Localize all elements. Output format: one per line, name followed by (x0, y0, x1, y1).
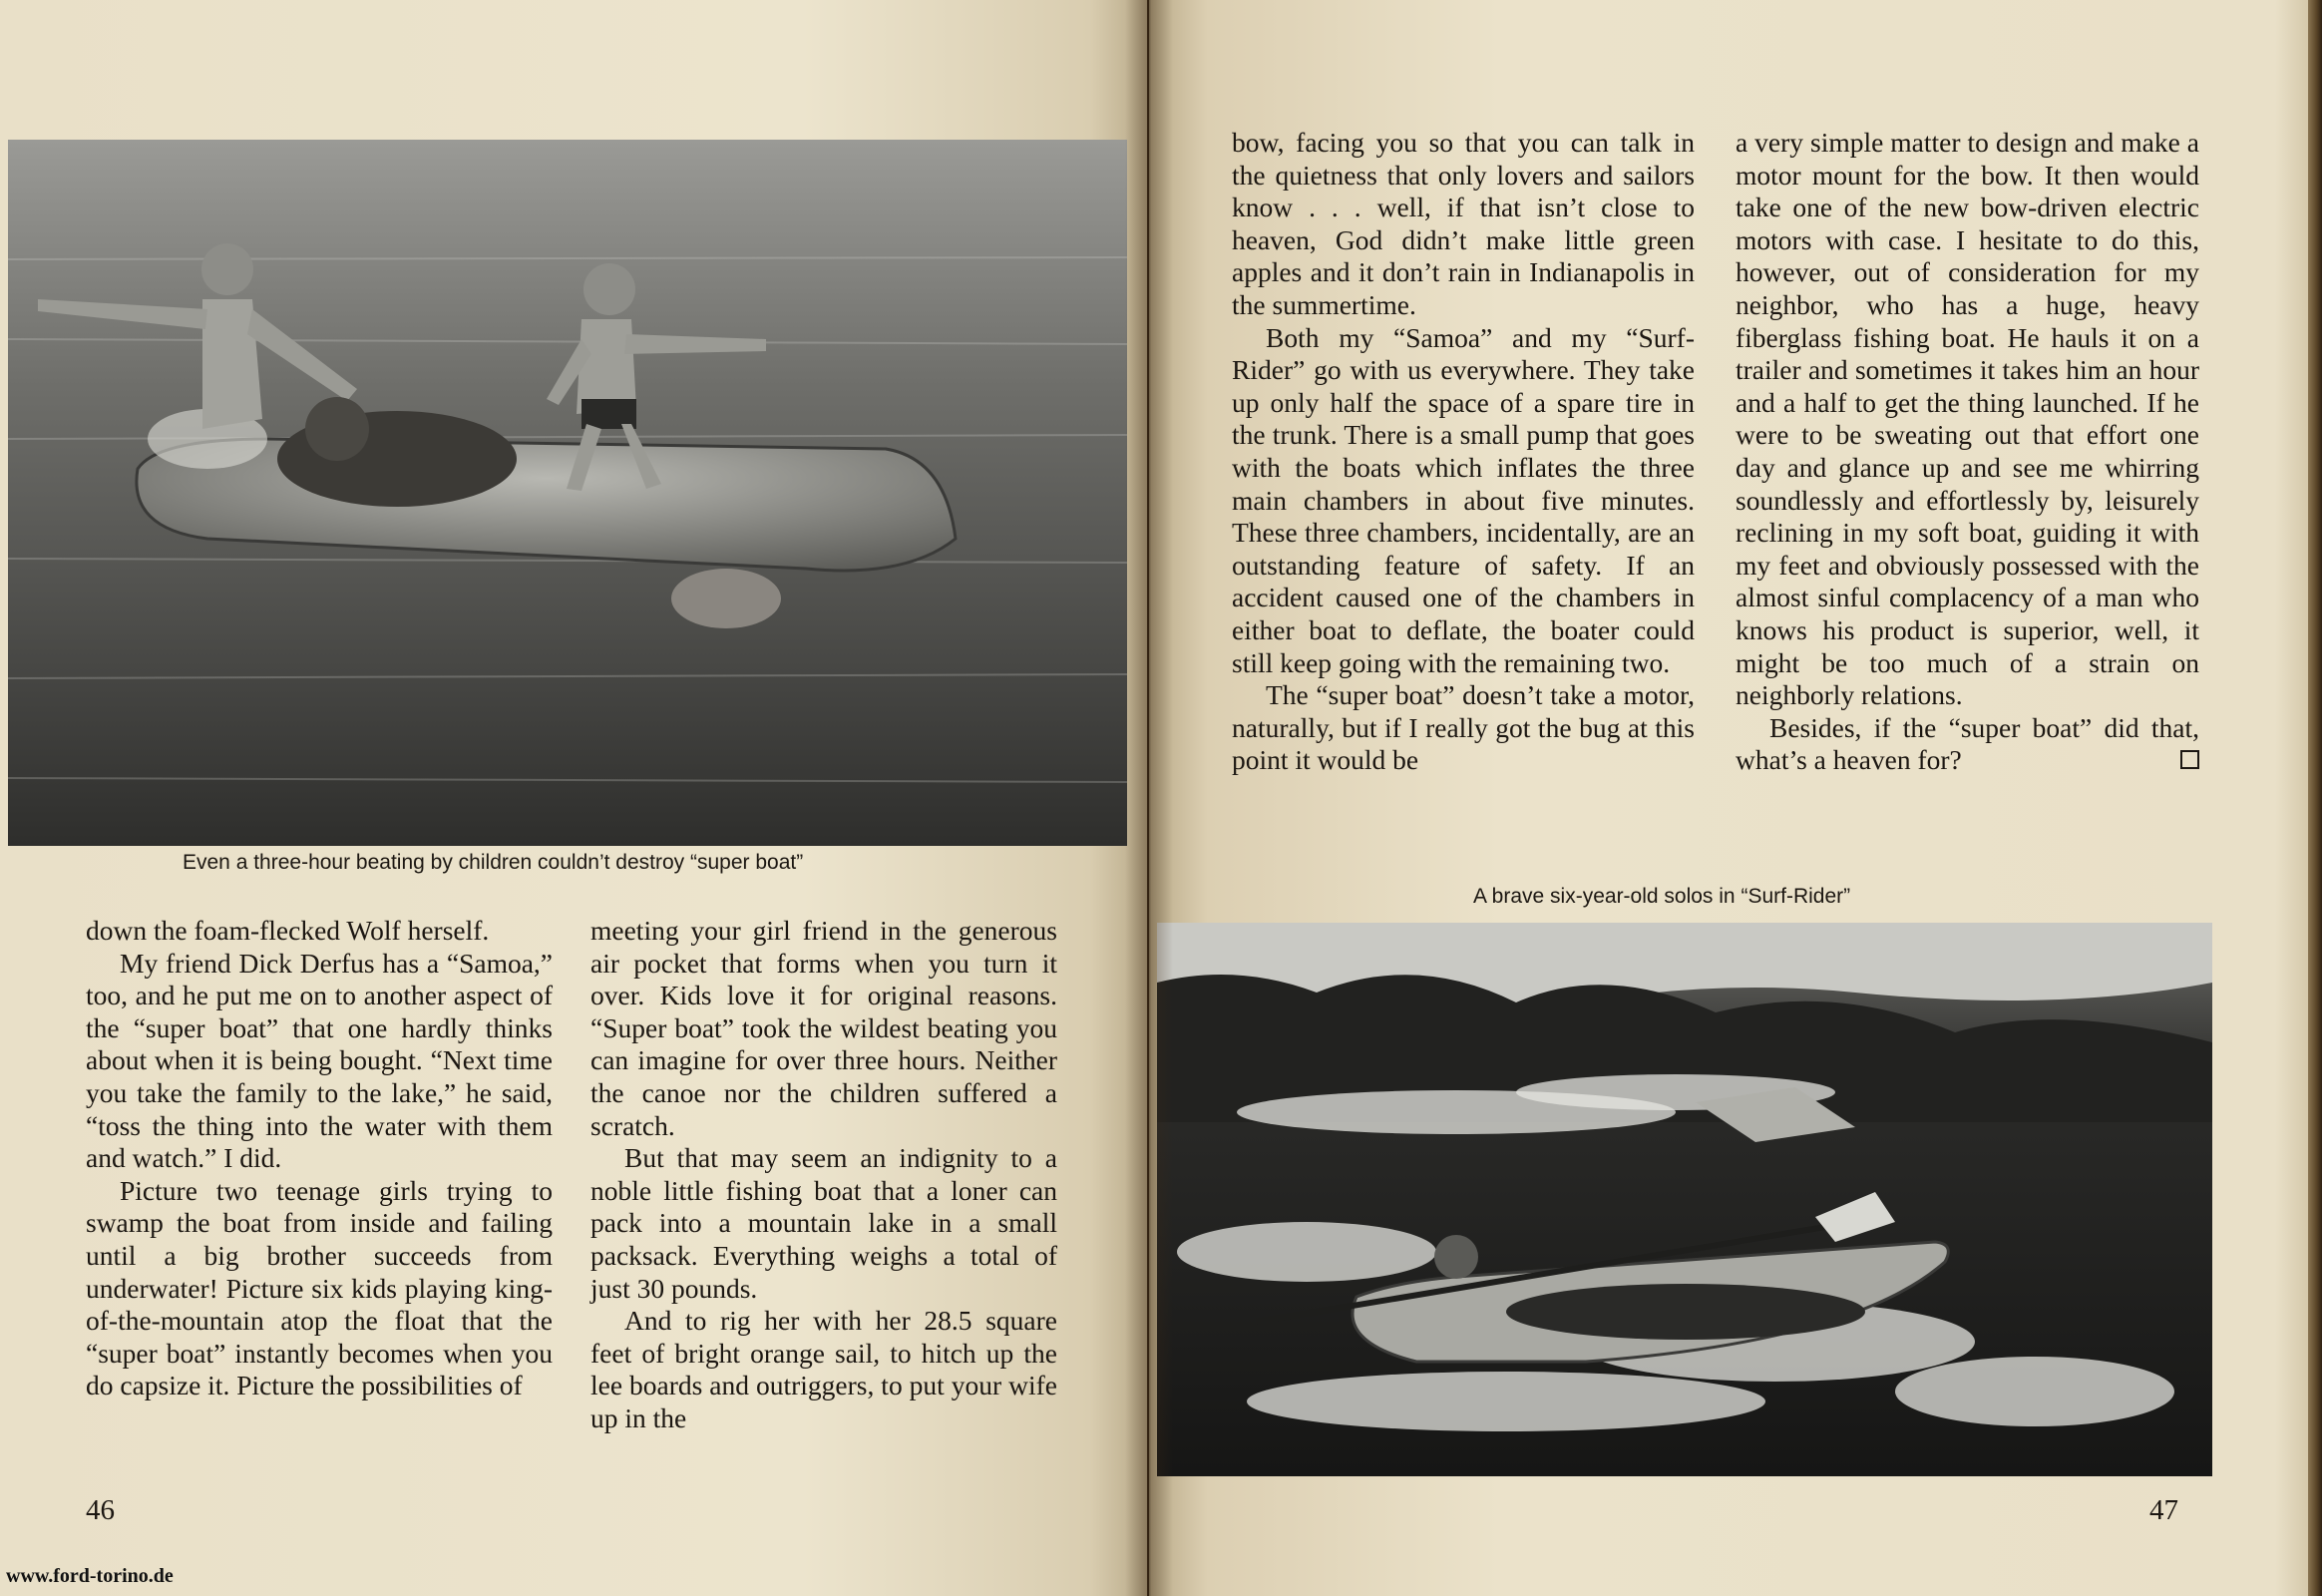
closing-sentence: Besides, if the “super boat” did that, what’s a heaven for? (1736, 711, 2199, 776)
cover-edge (2308, 0, 2322, 1596)
end-of-article-mark (2180, 750, 2199, 769)
photo-caption: Even a three-hour beating by children couldn’t destroy “super boat” (183, 851, 804, 874)
paragraph: bow, facing you so that you can talk in the quietness that only lovers and sailors know . . . well, if that isn’t close to heaven, God didn’t make little green apples and it don’t rain in Indianapolis in the summertime. (1232, 127, 1695, 320)
book-spine-shadow (1125, 0, 1173, 1596)
page-number: 47 (2149, 1494, 2178, 1526)
paragraph: Picture two teenage girls trying to swamp the boat from inside and failing until a big brother succeeds from underwater! Picture six kids playing king-of-the-mountain atop the float that the “super boat” instantly becomes when you do capsize it. Picture the possibilities of (86, 1174, 553, 1401)
paragraph: a very simple matter to design and make a motor mount for the bow. It then would take one of the new bow-driven electric motors with case. I hesitate to do this, however, out of consideration for my neighbor, who has a huge, heavy fiberglass fishing boat. He hauls it on a trailer and sometimes it takes him an hour and a half to get the thing launched. If he were to be sweating out that effort one day and glance up and see me whirring soundlessly and effortlessly by, leisurely reclining in my soft boat, guiding it with my feet and obviously possessed with the almost sinful complacency of a man who knows his product is superior, well, it might be too much of a strain on neighborly relations. (1736, 127, 2199, 711)
paragraph: And to rig her with her 28.5 square feet of bright orange sail, to hitch up the lee boards and outriggers, to put your wife up in the (590, 1305, 1057, 1433)
left-page (0, 0, 1147, 1596)
photo-children-on-boat (8, 140, 1127, 846)
paragraph (1736, 712, 2199, 777)
right-page (1149, 0, 2322, 1596)
right-column-2 (1736, 127, 2199, 777)
paragraph: meeting your girl friend in the generous air pocket that forms when you turn it over. Kids love it for original reasons. “Super boat” took the wildest beating you can imagine for over three hours. Neither the canoe nor the children suffered a scratch. (590, 915, 1057, 1141)
page-number: 46 (86, 1494, 115, 1526)
photo-surf-rider-rapids (1157, 923, 2212, 1476)
photo-caption: A brave six-year-old solos in “Surf-Rider” (1473, 885, 1851, 908)
paragraph: Both my “Samoa” and my “Surf-Rider” go with us everywhere. They take up only half the space of a spare tire in the trunk. There is a small pump that goes with the boats which inflates the three main chambers in about five minutes. These three chambers, incidentally, are an outstanding feature of safety. If an accident caused one of the chambers in either boat to deflate, the boater could still keep going with the remaining two. (1232, 321, 1695, 678)
left-column-2 (590, 915, 1057, 1435)
paragraph: My friend Dick Derfus has a “Samoa,” too, and he put me on to another aspect of the “super boat” that one hardly thinks about when it is being bought. “Next time you take the family to the lake,” he said, “toss the thing into the water with them and watch.” I did. (86, 947, 553, 1174)
left-column-1 (86, 915, 553, 1402)
right-column-1 (1232, 127, 1695, 777)
footer-url: www.ford-torino.de (6, 1565, 174, 1587)
paragraph: But that may seem an indignity to a noble little fishing boat that a loner can pack into a mountain lake in a small packsack. Everything weighs a total of just 30 pounds. (590, 1142, 1057, 1304)
paragraph: down the foam-flecked Wolf herself. (86, 915, 490, 946)
paragraph: The “super boat” doesn’t take a motor, naturally, but if I really got the bug at this point it would be (1232, 679, 1695, 776)
